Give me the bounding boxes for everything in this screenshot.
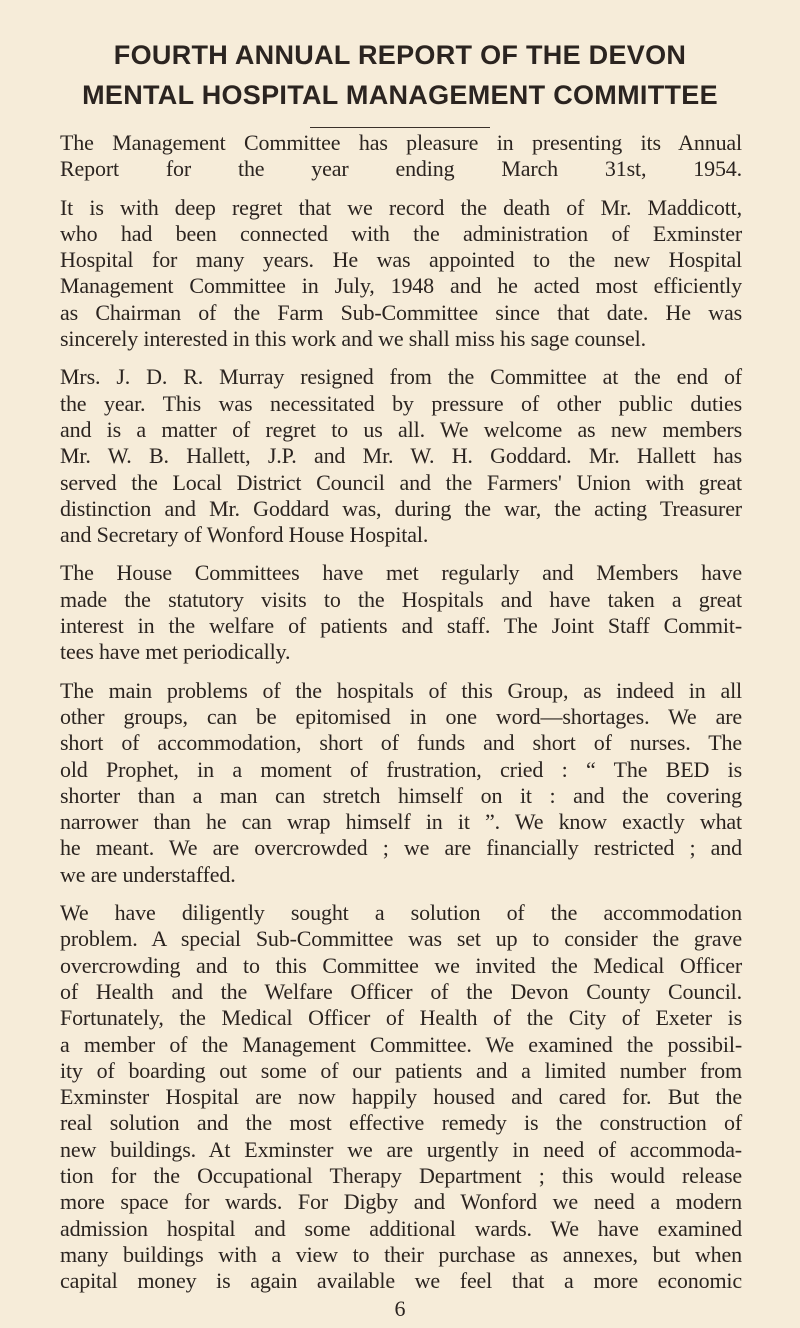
text-line: more space for wards. For Digby and Wonford we need a modern (60, 1189, 742, 1215)
report-title-line-1: FOURTH ANNUAL REPORT OF THE DEVON (113, 40, 687, 70)
text-line: distinction and Mr. Goddard was, during the war, the acting Treasurer (60, 495, 742, 521)
text-line: Fortunately, the Medical Officer of Health of the City of Exeter is (60, 1005, 742, 1031)
text-line: tion for the Occupational Therapy Department ; this would release (60, 1162, 742, 1188)
text-line: made the statutory visits to the Hospitals and have taken a great (60, 586, 742, 612)
paragraph (60, 678, 742, 888)
text-line: many buildings with a view to their purchase as annexes, but when (60, 1241, 742, 1267)
text-line: Mr. W. B. Hallett, J.P. and Mr. W. H. Goddard. Mr. Hallett has (60, 443, 742, 469)
paragraph (60, 364, 742, 548)
text-line: shorter than a man can stretch himself on it : and the covering (60, 782, 742, 808)
title-divider (310, 127, 490, 128)
text-line: and Secretary of Wonford House Hospital. (60, 522, 429, 548)
text-line: of Health and the Welfare Officer of the Devon County Council. (60, 978, 742, 1004)
text-line: old Prophet, in a moment of frustration, cried : “ The BED is (60, 756, 742, 782)
paragraph (60, 560, 742, 665)
paragraph (60, 900, 742, 1294)
text-line: narrower than he can wrap himself in it ”. We know exactly what (60, 809, 742, 835)
text-line: The main problems of the hospitals of this Group, as indeed in all (60, 677, 742, 703)
text-line: We have diligently sought a solution of the accommodation (60, 900, 742, 926)
text-line: a member of the Management Committee. We examined the possibil- (60, 1031, 742, 1057)
text-line: he meant. We are overcrowded ; we are financially restricted ; and (60, 835, 742, 861)
paragraph (60, 195, 742, 353)
text-line: as Chairman of the Farm Sub-Committee since that date. He was (60, 299, 742, 325)
text-line: short of accommodation, short of funds and short of nurses. The (60, 730, 742, 756)
page-number: 6 (394, 1296, 406, 1321)
paragraph (60, 130, 742, 183)
report-body (60, 130, 742, 1306)
text-line: the year. This was necessitated by pressure of other public duties (60, 390, 742, 416)
text-line: problem. A special Sub-Committee was set up to consider the grave (60, 926, 742, 952)
text-line: new buildings. At Exminster we are urgently in need of accommoda- (60, 1136, 742, 1162)
text-line: It is with deep regret that we record the death of Mr. Maddicott, (60, 194, 742, 220)
text-line: interest in the welfare of patients and staff. The Joint Staff Commit- (60, 613, 742, 639)
text-line: served the Local District Council and the Farmers' Union with great (60, 469, 742, 495)
text-line: The House Committees have met regularly and Members have (60, 560, 742, 586)
text-line: and is a matter of regret to us all. We welcome as new members (60, 416, 742, 442)
text-line: sincerely interested in this work and we shall miss his sage counsel. (60, 326, 646, 352)
text-line: real solution and the most effective remedy is the construction of (60, 1110, 742, 1136)
text-line: Mrs. J. D. R. Murray resigned from the Committee at the end of (60, 364, 742, 390)
text-line: capital money is again available we feel that a more economic (60, 1268, 742, 1294)
report-title-line-2: MENTAL HOSPITAL MANAGEMENT COMMITTEE (82, 80, 718, 110)
text-line: admission hospital and some additional wards. We have examined (60, 1215, 742, 1241)
text-line: other groups, can be epitomised in one word—shortages. We are (60, 703, 742, 729)
text-line: Management Committee in July, 1948 and he acted most efficiently (60, 273, 742, 299)
text-line: who had been connected with the administration of Exminster (60, 220, 742, 246)
text-line: overcrowding and to this Committee we invited the Medical Officer (60, 952, 742, 978)
text-line: we are understaffed. (60, 861, 236, 887)
text-line: tees have met periodically. (60, 639, 291, 665)
text-line: Report for the year ending March 31st, 1954. (60, 156, 742, 182)
text-line: The Management Committee has pleasure in presenting its Annual (60, 130, 742, 155)
text-line: ity of boarding out some of our patients and a limited number from (60, 1057, 742, 1083)
text-line: Exminster Hospital are now happily housed and cared for. But the (60, 1084, 742, 1110)
text-line: Hospital for many years. He was appointed to the new Hospital (60, 247, 742, 273)
